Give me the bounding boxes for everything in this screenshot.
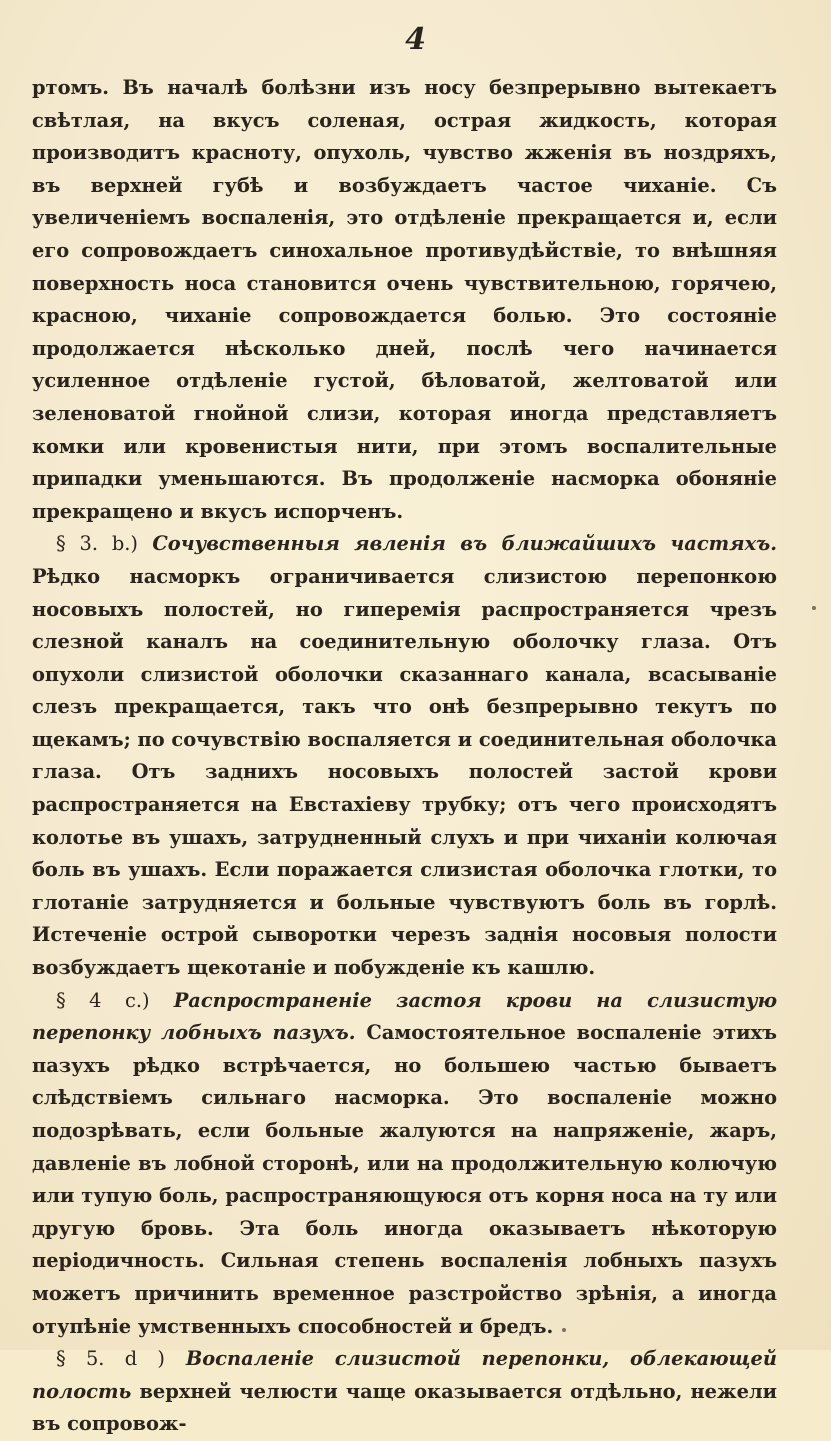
section-3-paragraph (32, 528, 777, 984)
section-4-paragraph (32, 985, 777, 1344)
section-5-mark: § 5. d ) (56, 1347, 165, 1371)
section-3-body: Рѣдко насморкъ ограничивается слизистою перепонкою носовыхъ полостей, но гиперемія распространяется чрезъ слезной каналъ на соединительную оболочку глаза. Отъ опухоли слизистой оболочки сказаннаго канала, всасываніе слезъ прекращается, такъ что онѣ безпрерывно текутъ по щекамъ; по сочувствію воспаляется и соединительная оболочка глаза. Отъ заднихъ носовыхъ полостей застой крови распространяется на Евстахіеву трубку; отъ чего происходятъ колотье въ ушахъ, затрудненный слухъ и при чиханіи колючая боль въ ушахъ. Если поражается слизистая оболочка глотки, то глотаніе затрудняется и больные чувствуютъ боль въ горлѣ. Истеченіе острой сыворотки черезъ заднія носовыя полости возбуждаетъ щекотаніе и побужденіе къ кашлю. (32, 564, 777, 980)
paper-speck (562, 1328, 566, 1332)
section-4-body: Самостоятельное воспаленіе этихъ пазухъ рѣдко встрѣчается, но большею частью бываетъ слѣдствіемъ сильнаго насморка. Это воспаленіе можно подозрѣвать, если больные жалуются на напряженіе, жаръ, давленіе въ лобной сторонѣ, или на продолжительную колючую или тупую боль, распространяющуюся отъ корня носа на ту или другую бровь. Эта боль иногда оказываетъ нѣкоторую періодичность. Сильная степень воспаленія лобныхъ пазухъ можетъ причинить временное разстройство зрѣнія, а иногда отупѣніе умственныхъ способностей и бредъ. (32, 1021, 777, 1338)
intro-paragraph: ртомъ. Въ началѣ болѣзни изъ носу безпрерывно вытекаетъ свѣтлая, на вкусъ соленая, острая жидкость, которая производитъ красноту, опухоль, чувство жженія въ ноздряхъ, въ верхней губѣ и возбуждаетъ частое чиханіе. Съ увеличеніемъ воспаленія, это отдѣленіе прекращается и, если его сопровождаетъ синохальное противудѣйствіе, то внѣшняя поверхность носа становится очень чувствительною, горячею, красною, чиханіе сопровождается болью. Это состояніе продолжается нѣсколько дней, послѣ чего начинается усиленное отдѣленіе густой, бѣловатой, желтоватой или зеленоватой гнойной слизи, которая иногда представляетъ комки или кровенистыя нити, при этомъ воспалительные припадки уменьшаются. Въ продолженіе насморка обоняніе прекращено и вкусъ испорченъ. (32, 76, 777, 523)
section-3-mark: § 3. b.) (56, 532, 138, 556)
body-text (32, 72, 777, 1441)
section-3-title: Сочувственныя явленія въ ближайшихъ частяхъ. (152, 532, 777, 556)
page-number: 4 (405, 22, 426, 57)
section-4-mark: § 4 c.) (56, 988, 150, 1012)
section-5-paragraph (32, 1343, 777, 1441)
paper-speck (812, 606, 816, 610)
section-5-title: Воспаленіе слизистой перепонки, облекающей полость (32, 1347, 777, 1403)
section-5-body: верхней челюсти чаще оказывается отдѣльно, нежели въ сопровож- (32, 1379, 777, 1436)
section-4-title: Распространеніе застоя крови на слизистую перепонку лобныхъ пазухъ. (32, 988, 777, 1045)
